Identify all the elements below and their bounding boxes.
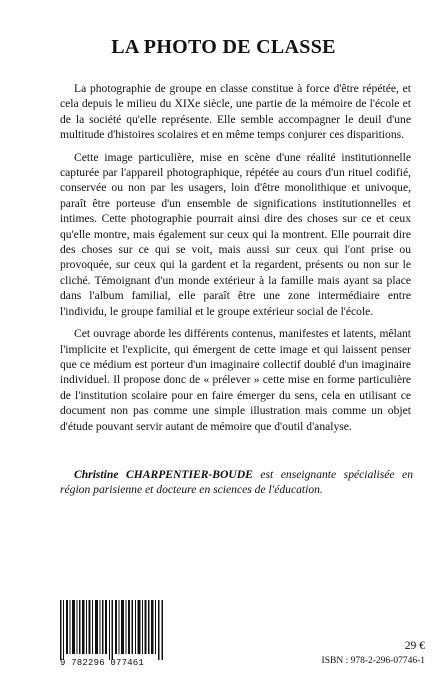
summary-paragraph-1: La photographie de groupe en classe constitue à force d'être répétée, et cela depuis le milieu du XIXe siècle, une partie de la mémoire de l'école et de la société qu'elle représente. Elle semble accompagner le deuil d'une multitude d'histoires scolaires et en même temps conjurer ces disparitions. bbox=[60, 82, 411, 142]
summary-text bbox=[60, 81, 411, 441]
author-bio: est enseignante spécialisée en région parisienne et docteure en sciences de l'éducation. bbox=[60, 468, 413, 497]
book-title: LA PHOTO DE CLASSE bbox=[111, 36, 336, 58]
price: 29 € bbox=[404, 639, 425, 652]
isbn: ISBN : 978-2-296-07746-1 bbox=[321, 656, 425, 666]
author-name: Christine CHARPENTIER-BOUDE bbox=[74, 468, 253, 481]
summary-paragraph-3: Cet ouvrage aborde les différents contenus, manifestes et latents, mêlant l'implicite et l'explicite, qui émergent de cette image et qui laissent penser que ce médium est porteur d'un imaginaire collectif doublé d'un imaginaire individuel. Il propose donc de « prélever » cette mise en forme particulière de l'institution scolaire pour en faire émerger du sens, cela en utilisant ce document non pas comme une simple illustration mais comme un objet d'étude pouvant servir autant de mémoire que d'outil d'analyse. bbox=[60, 327, 411, 433]
barcode-icon bbox=[60, 600, 164, 660]
author-note bbox=[60, 467, 413, 498]
summary-paragraph-2: Cette image particulière, mise en scène d'une réalité institutionnelle capturée par l'appareil photographique, répétée au cours d'un rituel codifié, conservée ou non par les usagers, loin d'être monolithique et univoque, paraît être porteuse d'un ensemble de significations institutionnelles et intimes. Cette photographie pourrait ainsi dire des choses sur ce et ceux qu'elle montre, mais également sur ceux qui la montrent. Elle pourrait dire des choses sur ce qui se voit, mais aussi sur ceux qui l'ont prise ou provoquée, sur ceux qui la gardent et la regardent, présents ou non sur le cliché. Témoignant d'un monde extérieur à la famille mais ayant sa place dans l'album familial, elle paraît être une zone intermédiaire entre l'individu, le groupe familial et le groupe extérieur social de l'école. bbox=[60, 150, 411, 318]
barcode-number: 9 782296 077461 bbox=[60, 658, 145, 668]
